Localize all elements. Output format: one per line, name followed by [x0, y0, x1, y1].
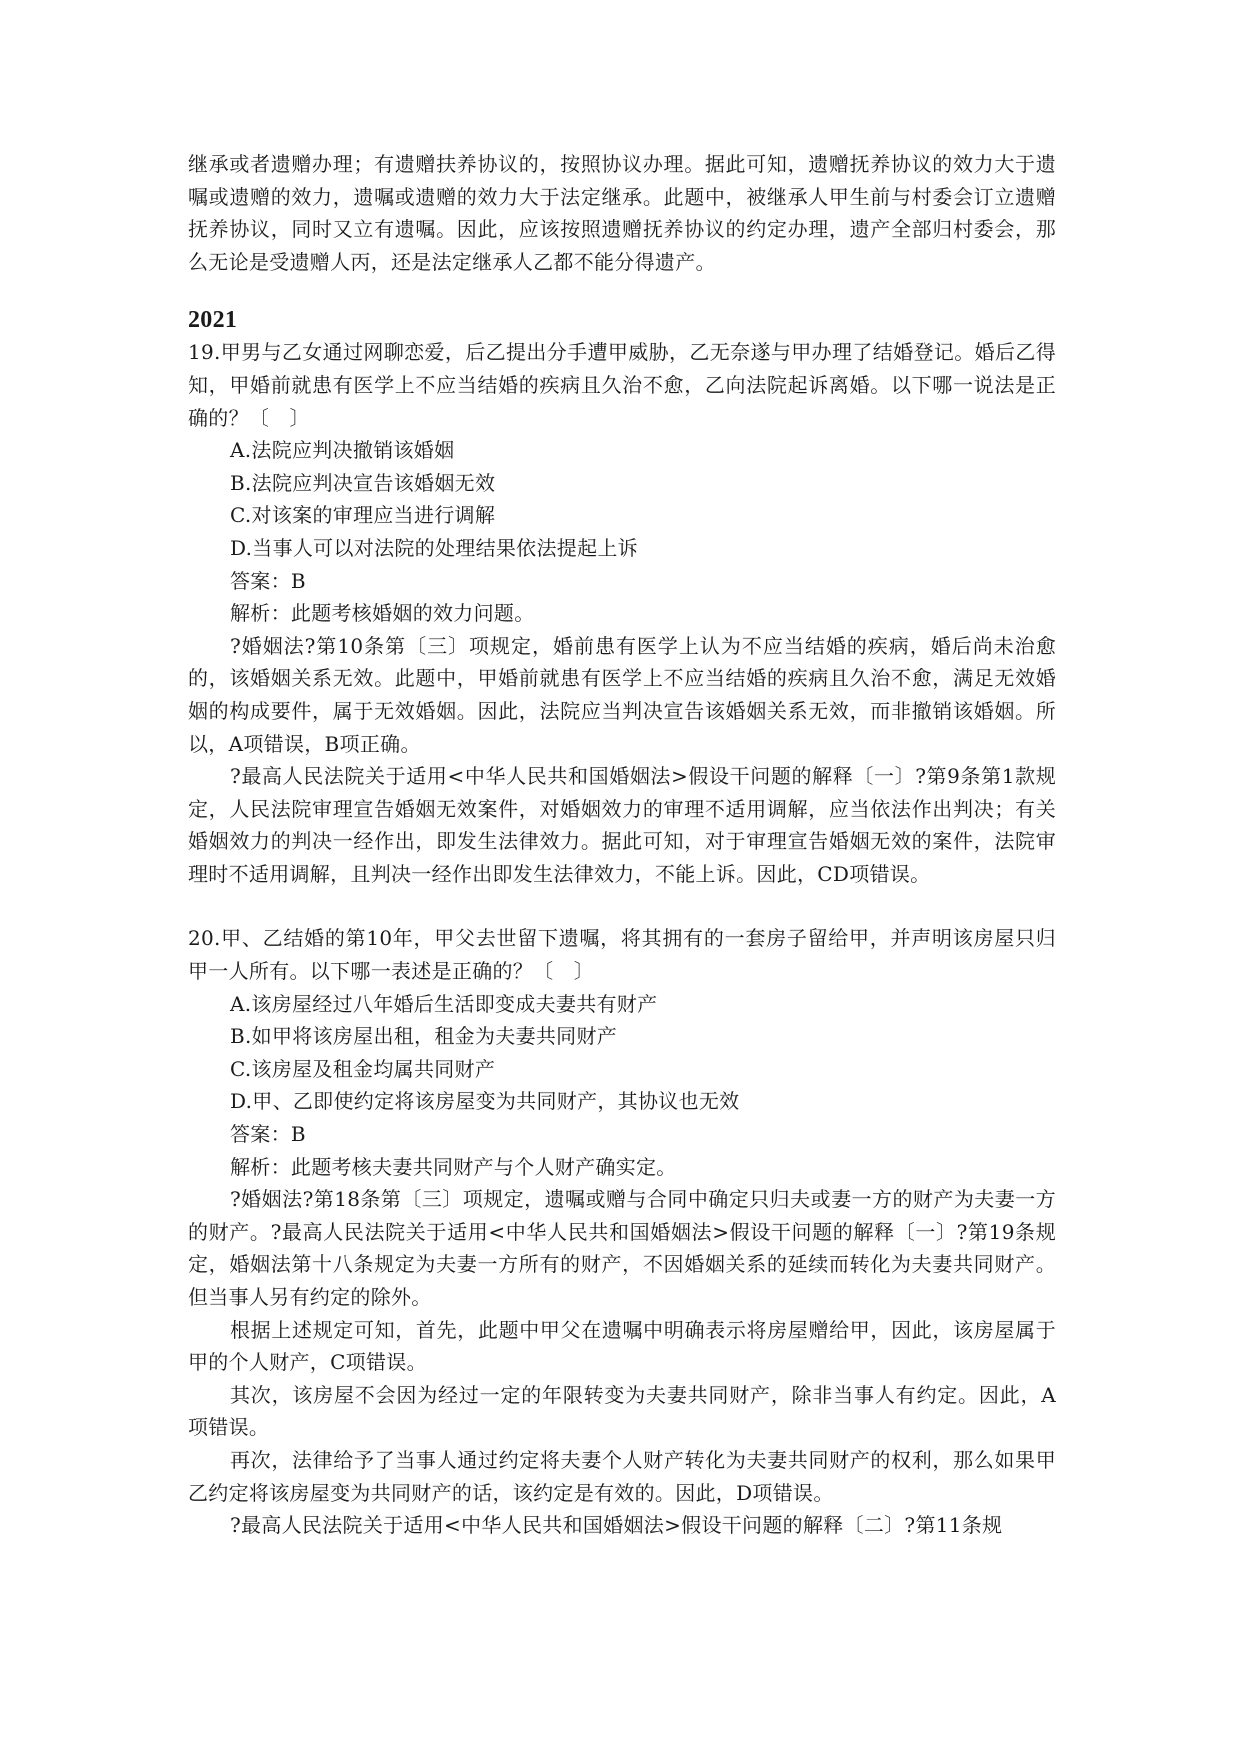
analysis-paragraph: ?最高人民法院关于适用<中华人民共和国婚姻法>假设干问题的解释〔一〕?第9条第1款规定，人民法院审理宣告婚姻无效案件，对婚姻效力的审理不适用调解，应当依法作出判决；有关婚姻效力的判决一经作出，即发生法律效力。据此可知，对于审理宣告婚姻无效的案件，法院审理时不适用调解，且判决一经作出即发生法律效力，不能上诉。因此，CD项错误。: [188, 764, 1056, 886]
analysis-paragraph: 根据上述规定可知，首先，此题中甲父在遗嘱中明确表示将房屋赠给甲，因此，该房屋属于甲的个人财产，C项错误。: [188, 1317, 1056, 1375]
analysis-paragraph: ?最高人民法院关于适用<中华人民共和国婚姻法>假设干问题的解释〔二〕?第11条规: [230, 1513, 1003, 1538]
analysis-paragraph: ?婚姻法?第18条第〔三〕项规定，遗嘱或赠与合同中确定只归夫或妻一方的财产为夫妻一方的财产。?最高人民法院关于适用<中华人民共和国婚姻法>假设干问题的解释〔一〕?第19条规定，婚姻法第十八条规定为夫妻一方所有的财产，不因婚姻关系的延续而转化为夫妻共同财产。但当事人另有约定的除外。: [188, 1187, 1056, 1309]
option-a: A.法院应判决撤销该婚姻: [230, 438, 455, 463]
intro-paragraph: 继承或者遗赠办理；有遗赠扶养协议的，按照协议办理。据此可知，遗赠抚养协议的效力大于遗嘱或遗赠的效力，遗嘱或遗赠的效力大于法定继承。此题中，被继承人甲生前与村委会订立遗赠抚养协议，同时又立有遗嘱。因此，应该按照遗赠抚养协议的约定办理，遗产全部归村委会，那么无论是受遗赠人丙，还是法定继承人乙都不能分得遗产。: [188, 152, 1056, 274]
option-b: B.法院应判决宣告该婚姻无效: [230, 470, 496, 495]
analysis-paragraph: 其次，该房屋不会因为经过一定的年限转变为夫妻共同财产，除非当事人有约定。因此，A项错误。: [188, 1382, 1056, 1440]
option-d: D.甲、乙即使约定将该房屋变为共同财产，其协议也无效: [230, 1089, 740, 1114]
answer-line: 答案：B: [230, 568, 306, 593]
question-stem: 20.甲、乙结婚的第10年，甲父去世留下遗嘱，将其拥有的一套房子留给甲，并声明该房屋只归甲一人所有。以下哪一表述是正确的？〔 〕: [188, 926, 1056, 984]
analysis-paragraph: 解析：此题考核夫妻共同财产与个人财产确实定。: [230, 1154, 677, 1179]
analysis-paragraph: 再次，法律给予了当事人通过约定将夫妻个人财产转化为夫妻共同财产的权利，那么如果甲乙约定将该房屋变为共同财产的话，该约定是有效的。因此，D项错误。: [188, 1447, 1056, 1505]
option-a: A.该房屋经过八年婚后生活即变成夫妻共有财产: [230, 991, 658, 1016]
question-stem: 19.甲男与乙女通过网聊恋爱，后乙提出分手遭甲威胁，乙无奈遂与甲办理了结婚登记。婚后乙得知，甲婚前就患有医学上不应当结婚的疾病且久治不愈，乙向法院起诉离婚。以下哪一说法是正确的？〔 〕: [188, 340, 1056, 430]
question-20: [188, 922, 1056, 1541]
document-page: [188, 148, 1056, 1542]
option-c: C.对该案的审理应当进行调解: [230, 503, 496, 528]
section-year-heading: 2021: [188, 307, 238, 334]
analysis-paragraph: 解析：此题考核婚姻的效力问题。: [230, 601, 535, 626]
option-c: C.该房屋及租金均属共同财产: [230, 1056, 496, 1081]
question-19: [188, 336, 1056, 890]
answer-line: 答案：B: [230, 1122, 306, 1147]
section-gap: [188, 890, 1056, 922]
option-b: B.如甲将该房屋出租，租金为夫妻共同财产: [230, 1024, 618, 1049]
option-d: D.当事人可以对法院的处理结果依法提起上诉: [230, 535, 638, 560]
analysis-paragraph: ?婚姻法?第10条第〔三〕项规定，婚前患有医学上认为不应当结婚的疾病，婚后尚未治愈的，该婚姻关系无效。此题中，甲婚前就患有医学上不应当结婚的疾病且久治不愈，满足无效婚姻的构成要件，属于无效婚姻。因此，法院应当判决宣告该婚姻关系无效，而非撤销该婚姻。所以，A项错误，B项正确。: [188, 633, 1056, 756]
